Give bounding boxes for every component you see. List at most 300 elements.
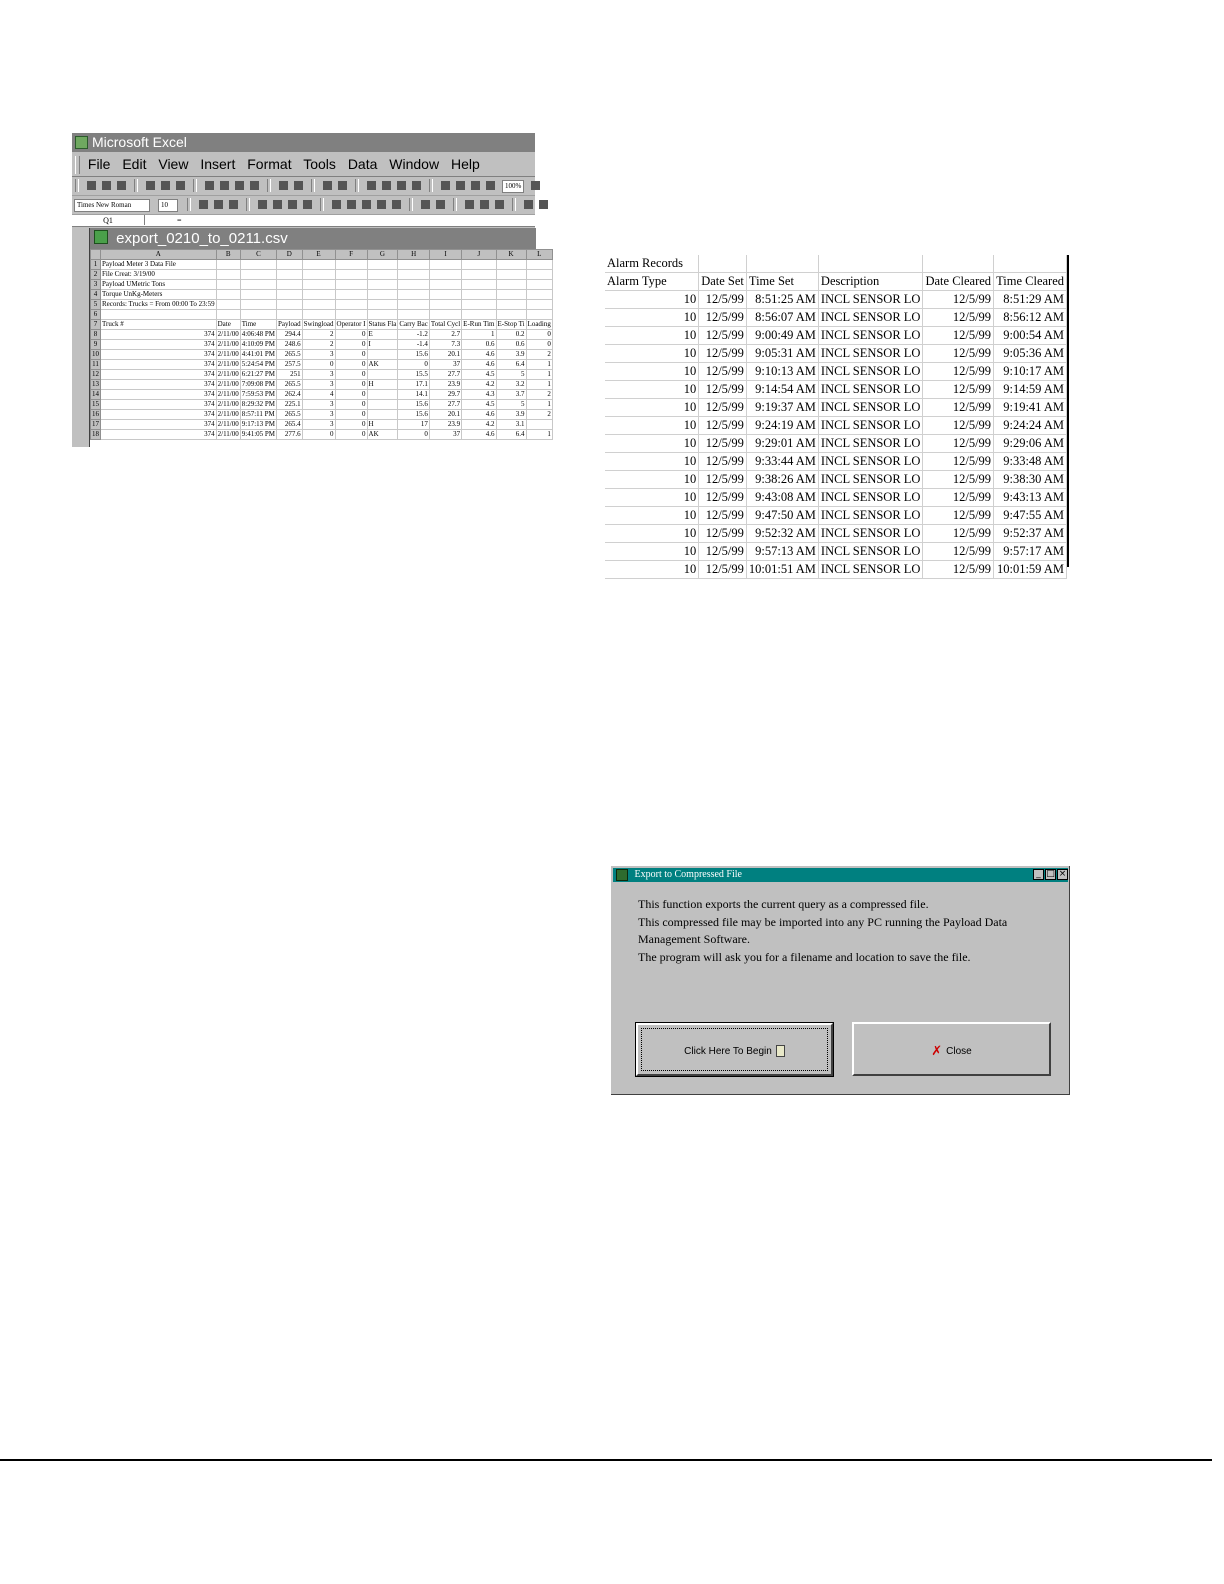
cell[interactable]: 0 bbox=[302, 430, 335, 440]
cell[interactable]: 2 bbox=[526, 350, 552, 360]
cell[interactable]: Carry Bac bbox=[399, 320, 428, 328]
cell[interactable]: 1 bbox=[526, 360, 552, 370]
cell[interactable]: 4:06:48 PM bbox=[241, 330, 276, 338]
minimize-icon[interactable]: _ bbox=[1033, 869, 1044, 880]
cell[interactable] bbox=[367, 310, 398, 320]
cell[interactable]: 27.7 bbox=[429, 370, 461, 380]
align-right-icon[interactable] bbox=[288, 200, 297, 209]
cell[interactable]: 225.1 bbox=[277, 400, 303, 410]
cell[interactable]: 1 bbox=[526, 380, 552, 390]
cell[interactable]: 7:09:08 PM bbox=[241, 380, 276, 388]
cell[interactable]: E-Stop Ti bbox=[497, 320, 525, 328]
cell[interactable]: 294.4 bbox=[277, 330, 303, 340]
cell[interactable] bbox=[462, 300, 496, 310]
cell[interactable]: 265.4 bbox=[277, 420, 303, 430]
column-header[interactable]: J bbox=[462, 250, 496, 260]
cell[interactable]: 23.9 bbox=[429, 420, 461, 430]
cell[interactable] bbox=[216, 290, 240, 300]
cell[interactable] bbox=[277, 300, 303, 310]
cell[interactable]: 3.9 bbox=[496, 350, 526, 360]
cell[interactable]: AK bbox=[367, 430, 398, 440]
column-header[interactable]: H bbox=[398, 250, 430, 260]
cell[interactable]: 3.1 bbox=[496, 420, 526, 430]
cell[interactable]: 0 bbox=[335, 330, 367, 340]
cell[interactable]: 374 bbox=[101, 340, 217, 350]
cell[interactable]: 15.6 bbox=[398, 350, 430, 360]
row-header[interactable]: 10 bbox=[92, 350, 99, 358]
column-header[interactable]: F bbox=[335, 250, 367, 260]
decrease-decimal-icon[interactable] bbox=[392, 200, 401, 209]
cell[interactable]: 15.6 bbox=[398, 410, 430, 420]
cell[interactable] bbox=[302, 260, 335, 270]
italic-icon[interactable] bbox=[214, 200, 223, 209]
cell[interactable]: E-Run Tim bbox=[463, 320, 495, 328]
cell[interactable]: 2/11/00 bbox=[217, 340, 239, 348]
cell[interactable]: 3.7 bbox=[496, 390, 526, 400]
cell[interactable] bbox=[335, 280, 367, 290]
cell[interactable]: 17.1 bbox=[398, 380, 430, 390]
cell[interactable]: 0 bbox=[335, 430, 367, 440]
cell[interactable] bbox=[367, 290, 398, 300]
row-header[interactable]: 12 bbox=[92, 370, 99, 378]
increase-decimal-icon[interactable] bbox=[377, 200, 386, 209]
cell[interactable]: 0 bbox=[335, 390, 367, 400]
copy-icon[interactable] bbox=[220, 181, 229, 190]
cell[interactable]: Time bbox=[240, 320, 276, 330]
cell[interactable]: 4.3 bbox=[462, 390, 496, 400]
zoom-dropdown[interactable]: 100% bbox=[502, 180, 524, 193]
row-header[interactable]: 2 bbox=[91, 270, 101, 280]
cell[interactable]: 0 bbox=[302, 360, 335, 370]
cut-icon[interactable] bbox=[205, 181, 214, 190]
cell[interactable] bbox=[429, 310, 461, 320]
cell[interactable] bbox=[216, 280, 240, 290]
cell[interactable]: 0 bbox=[398, 430, 430, 440]
borders-icon[interactable] bbox=[465, 200, 474, 209]
column-header[interactable]: G bbox=[367, 250, 398, 260]
cell[interactable]: Status Fla bbox=[368, 320, 397, 328]
cell[interactable]: Payload bbox=[278, 320, 301, 328]
cell[interactable] bbox=[240, 310, 276, 320]
cell[interactable]: 0 bbox=[335, 370, 367, 380]
row-header[interactable]: 7 bbox=[91, 320, 101, 330]
cell[interactable] bbox=[216, 270, 240, 280]
cell[interactable]: Date bbox=[216, 320, 240, 330]
cell[interactable]: 374 bbox=[101, 400, 217, 410]
run-macro-icon[interactable] bbox=[524, 200, 533, 209]
font-size-dropdown[interactable]: 10 bbox=[158, 199, 178, 212]
cell[interactable]: 265.5 bbox=[277, 410, 303, 420]
cell[interactable]: 4.6 bbox=[462, 410, 496, 420]
cell[interactable]: 374 bbox=[101, 430, 217, 440]
column-header[interactable]: C bbox=[240, 250, 276, 260]
cell[interactable]: 9:17:13 PM bbox=[241, 420, 276, 428]
cell[interactable]: 2/11/00 bbox=[217, 360, 239, 368]
row-header[interactable]: 9 bbox=[91, 340, 101, 350]
cell[interactable]: 277.6 bbox=[277, 430, 303, 440]
redo-icon[interactable] bbox=[294, 181, 303, 190]
cell[interactable]: 265.5 bbox=[277, 380, 303, 390]
cell[interactable]: E bbox=[367, 330, 398, 340]
bold-icon[interactable] bbox=[199, 200, 208, 209]
cell[interactable]: 248.6 bbox=[277, 340, 303, 350]
office-assistant-icon[interactable] bbox=[531, 181, 540, 190]
cell[interactable]: 15.6 bbox=[398, 400, 430, 410]
column-header[interactable]: E bbox=[302, 250, 335, 260]
begin-button[interactable] bbox=[636, 1023, 833, 1076]
row-header[interactable]: 6 bbox=[91, 310, 101, 320]
cell[interactable]: 374 bbox=[101, 380, 217, 390]
cell[interactable]: Swingload bbox=[303, 320, 334, 328]
cell[interactable] bbox=[367, 400, 398, 410]
cell[interactable]: 1 bbox=[526, 400, 552, 410]
cell[interactable] bbox=[277, 270, 303, 280]
cell[interactable]: 4:41:01 PM bbox=[241, 350, 276, 358]
cell[interactable]: 2 bbox=[302, 330, 335, 340]
cell[interactable]: 14.1 bbox=[398, 390, 430, 400]
cell[interactable] bbox=[429, 280, 461, 290]
cell[interactable] bbox=[367, 300, 398, 310]
hyperlink-icon[interactable] bbox=[323, 181, 332, 190]
cell[interactable] bbox=[526, 280, 552, 290]
drawing-icon[interactable] bbox=[471, 181, 480, 190]
cell[interactable] bbox=[216, 310, 240, 320]
row-header[interactable]: 11 bbox=[92, 360, 99, 368]
cell[interactable]: 1 bbox=[526, 370, 552, 380]
cell[interactable] bbox=[462, 290, 496, 300]
print-icon[interactable] bbox=[146, 181, 155, 190]
cell[interactable]: 6.4 bbox=[496, 430, 526, 440]
cell[interactable]: 374 bbox=[101, 420, 217, 430]
autosum-icon[interactable] bbox=[367, 181, 376, 190]
cell[interactable]: 374 bbox=[101, 360, 217, 370]
cell[interactable] bbox=[496, 270, 526, 280]
cell[interactable] bbox=[496, 310, 526, 320]
cell[interactable]: 0 bbox=[335, 400, 367, 410]
cell[interactable]: 3 bbox=[302, 420, 335, 430]
increase-indent-icon[interactable] bbox=[436, 200, 445, 209]
cell[interactable] bbox=[302, 280, 335, 290]
cell[interactable]: Operator I bbox=[336, 320, 366, 328]
column-header[interactable]: K bbox=[496, 250, 526, 260]
cell[interactable] bbox=[277, 310, 303, 320]
cell[interactable]: I bbox=[367, 340, 398, 350]
cell[interactable] bbox=[526, 310, 552, 320]
cell[interactable]: Total Cycl bbox=[430, 320, 461, 328]
name-box[interactable]: Q1 bbox=[72, 215, 145, 225]
cell[interactable]: 8:57:11 PM bbox=[241, 410, 275, 418]
pivot-icon[interactable] bbox=[486, 181, 495, 190]
cell[interactable]: 3.9 bbox=[496, 410, 526, 420]
cell[interactable]: 262.4 bbox=[277, 390, 303, 400]
cell[interactable]: 0 bbox=[526, 340, 552, 350]
percent-icon[interactable] bbox=[347, 200, 356, 209]
cell[interactable]: 4 bbox=[302, 390, 335, 400]
cell[interactable]: 4.2 bbox=[462, 380, 496, 390]
cell[interactable] bbox=[240, 270, 276, 280]
cell[interactable]: AK bbox=[367, 360, 398, 370]
merge-center-icon[interactable] bbox=[303, 200, 312, 209]
cell[interactable]: 2/11/00 bbox=[217, 410, 239, 418]
cell[interactable]: 374 bbox=[101, 330, 217, 340]
cell[interactable]: Records: Trucks = From 00:00 To 23:59 bbox=[102, 300, 215, 308]
cell[interactable]: 3 bbox=[302, 350, 335, 360]
row-header[interactable]: 16 bbox=[92, 410, 99, 418]
currency-icon[interactable] bbox=[332, 200, 341, 209]
cell[interactable]: 374 bbox=[101, 410, 217, 420]
cell[interactable]: Payload Meter 3 Data File bbox=[101, 260, 217, 270]
cell[interactable]: 0 bbox=[335, 410, 367, 420]
new-icon[interactable] bbox=[87, 181, 96, 190]
cell[interactable] bbox=[367, 260, 398, 270]
cell[interactable] bbox=[367, 410, 398, 420]
cell[interactable] bbox=[526, 270, 552, 280]
sort-ascending-icon[interactable] bbox=[397, 181, 406, 190]
row-header[interactable]: 5 bbox=[91, 300, 101, 310]
cell[interactable]: File Creat: 3/19/00 bbox=[101, 270, 217, 280]
cell[interactable] bbox=[526, 300, 552, 310]
cell[interactable] bbox=[240, 290, 276, 300]
cell[interactable]: 0.6 bbox=[496, 340, 526, 350]
column-header[interactable]: D bbox=[277, 250, 303, 260]
cell[interactable] bbox=[429, 270, 461, 280]
cell[interactable]: Loading bbox=[527, 320, 551, 328]
cell[interactable]: 2/11/00 bbox=[217, 430, 239, 438]
cell[interactable] bbox=[367, 390, 398, 400]
cell[interactable]: 3 bbox=[302, 400, 335, 410]
cell[interactable]: 37 bbox=[429, 430, 461, 440]
cell[interactable] bbox=[302, 300, 335, 310]
cell[interactable] bbox=[240, 300, 276, 310]
spelling-icon[interactable] bbox=[176, 181, 185, 190]
cell[interactable]: 3.2 bbox=[496, 380, 526, 390]
cell[interactable] bbox=[496, 290, 526, 300]
cell[interactable] bbox=[526, 420, 552, 430]
align-center-icon[interactable] bbox=[273, 200, 282, 209]
undo-icon[interactable] bbox=[279, 181, 288, 190]
cell[interactable] bbox=[240, 260, 276, 270]
cell[interactable] bbox=[367, 280, 398, 290]
font-color-icon[interactable] bbox=[495, 200, 504, 209]
cell[interactable]: 20.1 bbox=[429, 350, 461, 360]
cell[interactable] bbox=[101, 310, 217, 320]
column-header[interactable]: B bbox=[216, 250, 240, 260]
row-header[interactable]: 3 bbox=[91, 280, 101, 290]
cell[interactable]: 0.6 bbox=[462, 340, 496, 350]
cell[interactable] bbox=[302, 310, 335, 320]
cell[interactable]: 20.1 bbox=[429, 410, 461, 420]
cell[interactable]: H bbox=[367, 380, 398, 390]
comma-icon[interactable] bbox=[362, 200, 371, 209]
cell[interactable] bbox=[302, 270, 335, 280]
select-all-corner[interactable] bbox=[91, 250, 101, 260]
record-macro-icon[interactable] bbox=[539, 200, 548, 209]
cell[interactable] bbox=[526, 260, 552, 270]
cell[interactable]: 265.5 bbox=[277, 350, 303, 360]
align-left-icon[interactable] bbox=[258, 200, 267, 209]
spreadsheet-grid[interactable] bbox=[90, 249, 553, 440]
cell[interactable]: 374 bbox=[101, 350, 217, 360]
cell[interactable]: 17 bbox=[398, 420, 430, 430]
cell[interactable]: 2 bbox=[302, 340, 335, 350]
cell[interactable] bbox=[398, 270, 430, 280]
cell[interactable] bbox=[462, 260, 496, 270]
cell[interactable]: 2/11/00 bbox=[217, 330, 239, 338]
cell[interactable]: 6.4 bbox=[496, 360, 526, 370]
cell[interactable] bbox=[496, 280, 526, 290]
cell[interactable]: 5 bbox=[496, 400, 526, 410]
cell[interactable] bbox=[398, 300, 430, 310]
formula-equals[interactable]: = bbox=[177, 216, 182, 225]
cell[interactable]: 7:59:53 PM bbox=[241, 390, 276, 398]
cell[interactable]: -1.2 bbox=[398, 330, 430, 340]
cell[interactable]: H bbox=[367, 420, 398, 430]
menu-help[interactable]: Help bbox=[450, 156, 480, 172]
close-window-icon[interactable]: × bbox=[1058, 869, 1067, 879]
cell[interactable] bbox=[335, 270, 367, 280]
column-header[interactable]: I bbox=[429, 250, 461, 260]
cell[interactable]: 3 bbox=[302, 380, 335, 390]
cell[interactable]: 0.2 bbox=[496, 330, 526, 340]
cell[interactable]: 2 bbox=[526, 410, 552, 420]
cell[interactable]: 23.9 bbox=[429, 380, 461, 390]
column-header[interactable]: A bbox=[101, 250, 217, 260]
cell[interactable]: 9:41:05 PM bbox=[241, 430, 276, 438]
cell[interactable] bbox=[277, 290, 303, 300]
cell[interactable]: Torque UnKg-Meters bbox=[101, 290, 217, 300]
maximize-icon[interactable]: □ bbox=[1046, 869, 1055, 879]
cell[interactable]: 374 bbox=[101, 370, 217, 380]
menu-format[interactable]: Format bbox=[247, 156, 292, 172]
menu-data[interactable]: Data bbox=[347, 156, 378, 172]
web-toolbar-icon[interactable] bbox=[338, 181, 347, 190]
cell[interactable]: 4.6 bbox=[462, 350, 496, 360]
cell[interactable]: 4.5 bbox=[462, 370, 496, 380]
cell[interactable] bbox=[398, 260, 430, 270]
cell[interactable] bbox=[429, 260, 461, 270]
underline-icon[interactable] bbox=[229, 200, 238, 209]
cell[interactable] bbox=[302, 290, 335, 300]
cell[interactable]: 2/11/00 bbox=[217, 420, 239, 428]
cell[interactable] bbox=[335, 310, 367, 320]
row-header[interactable]: 8 bbox=[91, 330, 101, 340]
decrease-indent-icon[interactable] bbox=[421, 200, 430, 209]
cell[interactable]: 0 bbox=[335, 350, 367, 360]
cell[interactable] bbox=[216, 300, 240, 310]
open-icon[interactable] bbox=[102, 181, 111, 190]
menu-tools[interactable]: Tools bbox=[303, 156, 336, 172]
cell[interactable]: 4.5 bbox=[462, 400, 496, 410]
cell[interactable] bbox=[462, 310, 496, 320]
cell[interactable] bbox=[398, 290, 430, 300]
cell[interactable] bbox=[429, 300, 461, 310]
menu-insert[interactable]: Insert bbox=[200, 156, 236, 172]
cell[interactable]: 37 bbox=[429, 360, 461, 370]
cell[interactable]: 4.6 bbox=[462, 430, 496, 440]
cell[interactable]: 7.3 bbox=[429, 340, 461, 350]
cell[interactable]: 4.6 bbox=[462, 360, 496, 370]
cell[interactable]: 251 bbox=[277, 370, 303, 380]
sort-descending-icon[interactable] bbox=[412, 181, 421, 190]
cell[interactable]: 27.7 bbox=[429, 400, 461, 410]
cell[interactable]: 2/11/00 bbox=[217, 380, 239, 388]
cell[interactable] bbox=[398, 310, 430, 320]
cell[interactable]: 0 bbox=[335, 360, 367, 370]
cell[interactable] bbox=[216, 260, 240, 270]
cell[interactable] bbox=[496, 300, 526, 310]
paste-icon[interactable] bbox=[235, 181, 244, 190]
menu-edit[interactable]: Edit bbox=[122, 156, 147, 172]
row-header[interactable]: 1 bbox=[91, 260, 101, 270]
cell[interactable] bbox=[335, 300, 367, 310]
cell[interactable] bbox=[429, 290, 461, 300]
cell[interactable] bbox=[398, 280, 430, 290]
map-icon[interactable] bbox=[456, 181, 465, 190]
cell[interactable]: 1 bbox=[462, 330, 496, 340]
cell[interactable] bbox=[367, 270, 398, 280]
cell[interactable] bbox=[277, 280, 303, 290]
cell[interactable]: 0 bbox=[335, 380, 367, 390]
cell[interactable]: 4:10:09 PM bbox=[241, 340, 276, 348]
cell[interactable]: 15.5 bbox=[398, 370, 430, 380]
cell[interactable]: 8:29:32 PM bbox=[241, 400, 276, 408]
cell[interactable]: 3 bbox=[302, 410, 335, 420]
print-preview-icon[interactable] bbox=[161, 181, 170, 190]
column-header[interactable]: L bbox=[526, 250, 552, 260]
row-header[interactable]: 14 bbox=[92, 390, 99, 398]
cell[interactable]: 2/11/00 bbox=[217, 390, 239, 398]
row-header[interactable]: 13 bbox=[92, 380, 99, 388]
cell[interactable] bbox=[277, 260, 303, 270]
function-icon[interactable] bbox=[382, 181, 391, 190]
format-painter-icon[interactable] bbox=[250, 181, 259, 190]
chart-wizard-icon[interactable] bbox=[441, 181, 450, 190]
row-header[interactable]: 15 bbox=[92, 400, 99, 408]
cell[interactable] bbox=[335, 260, 367, 270]
cell[interactable]: 2/11/00 bbox=[217, 400, 239, 408]
menu-window[interactable]: Window bbox=[389, 156, 440, 172]
cell[interactable] bbox=[462, 280, 496, 290]
cell[interactable] bbox=[526, 290, 552, 300]
fill-color-icon[interactable] bbox=[480, 200, 489, 209]
row-header[interactable]: 18 bbox=[92, 430, 99, 438]
cell[interactable]: 5 bbox=[496, 370, 526, 380]
cell[interactable]: Payload UMetric Tons bbox=[101, 280, 217, 290]
cell[interactable] bbox=[240, 280, 276, 290]
row-header[interactable]: 17 bbox=[92, 420, 99, 428]
menu-file[interactable]: File bbox=[87, 156, 111, 172]
cell[interactable]: 374 bbox=[101, 390, 217, 400]
cell[interactable] bbox=[367, 350, 398, 360]
cell[interactable]: 3 bbox=[302, 370, 335, 380]
cell[interactable]: 1 bbox=[526, 430, 552, 440]
cell[interactable]: 0 bbox=[398, 360, 430, 370]
cell[interactable]: 0 bbox=[526, 330, 552, 340]
row-header[interactable]: 4 bbox=[91, 290, 101, 300]
cell[interactable]: 4.2 bbox=[462, 420, 496, 430]
cell[interactable]: 2 bbox=[526, 390, 552, 400]
close-button[interactable] bbox=[852, 1022, 1051, 1076]
cell[interactable]: Truck # bbox=[101, 320, 217, 330]
cell[interactable]: 6:21:27 PM bbox=[241, 370, 276, 378]
cell[interactable] bbox=[462, 270, 496, 280]
cell[interactable]: 2/11/00 bbox=[217, 370, 239, 378]
cell[interactable]: 257.5 bbox=[277, 360, 303, 370]
menu-view[interactable]: View bbox=[158, 156, 189, 172]
cell[interactable]: 0 bbox=[335, 420, 367, 430]
cell[interactable] bbox=[335, 290, 367, 300]
cell[interactable]: 29.7 bbox=[429, 390, 461, 400]
